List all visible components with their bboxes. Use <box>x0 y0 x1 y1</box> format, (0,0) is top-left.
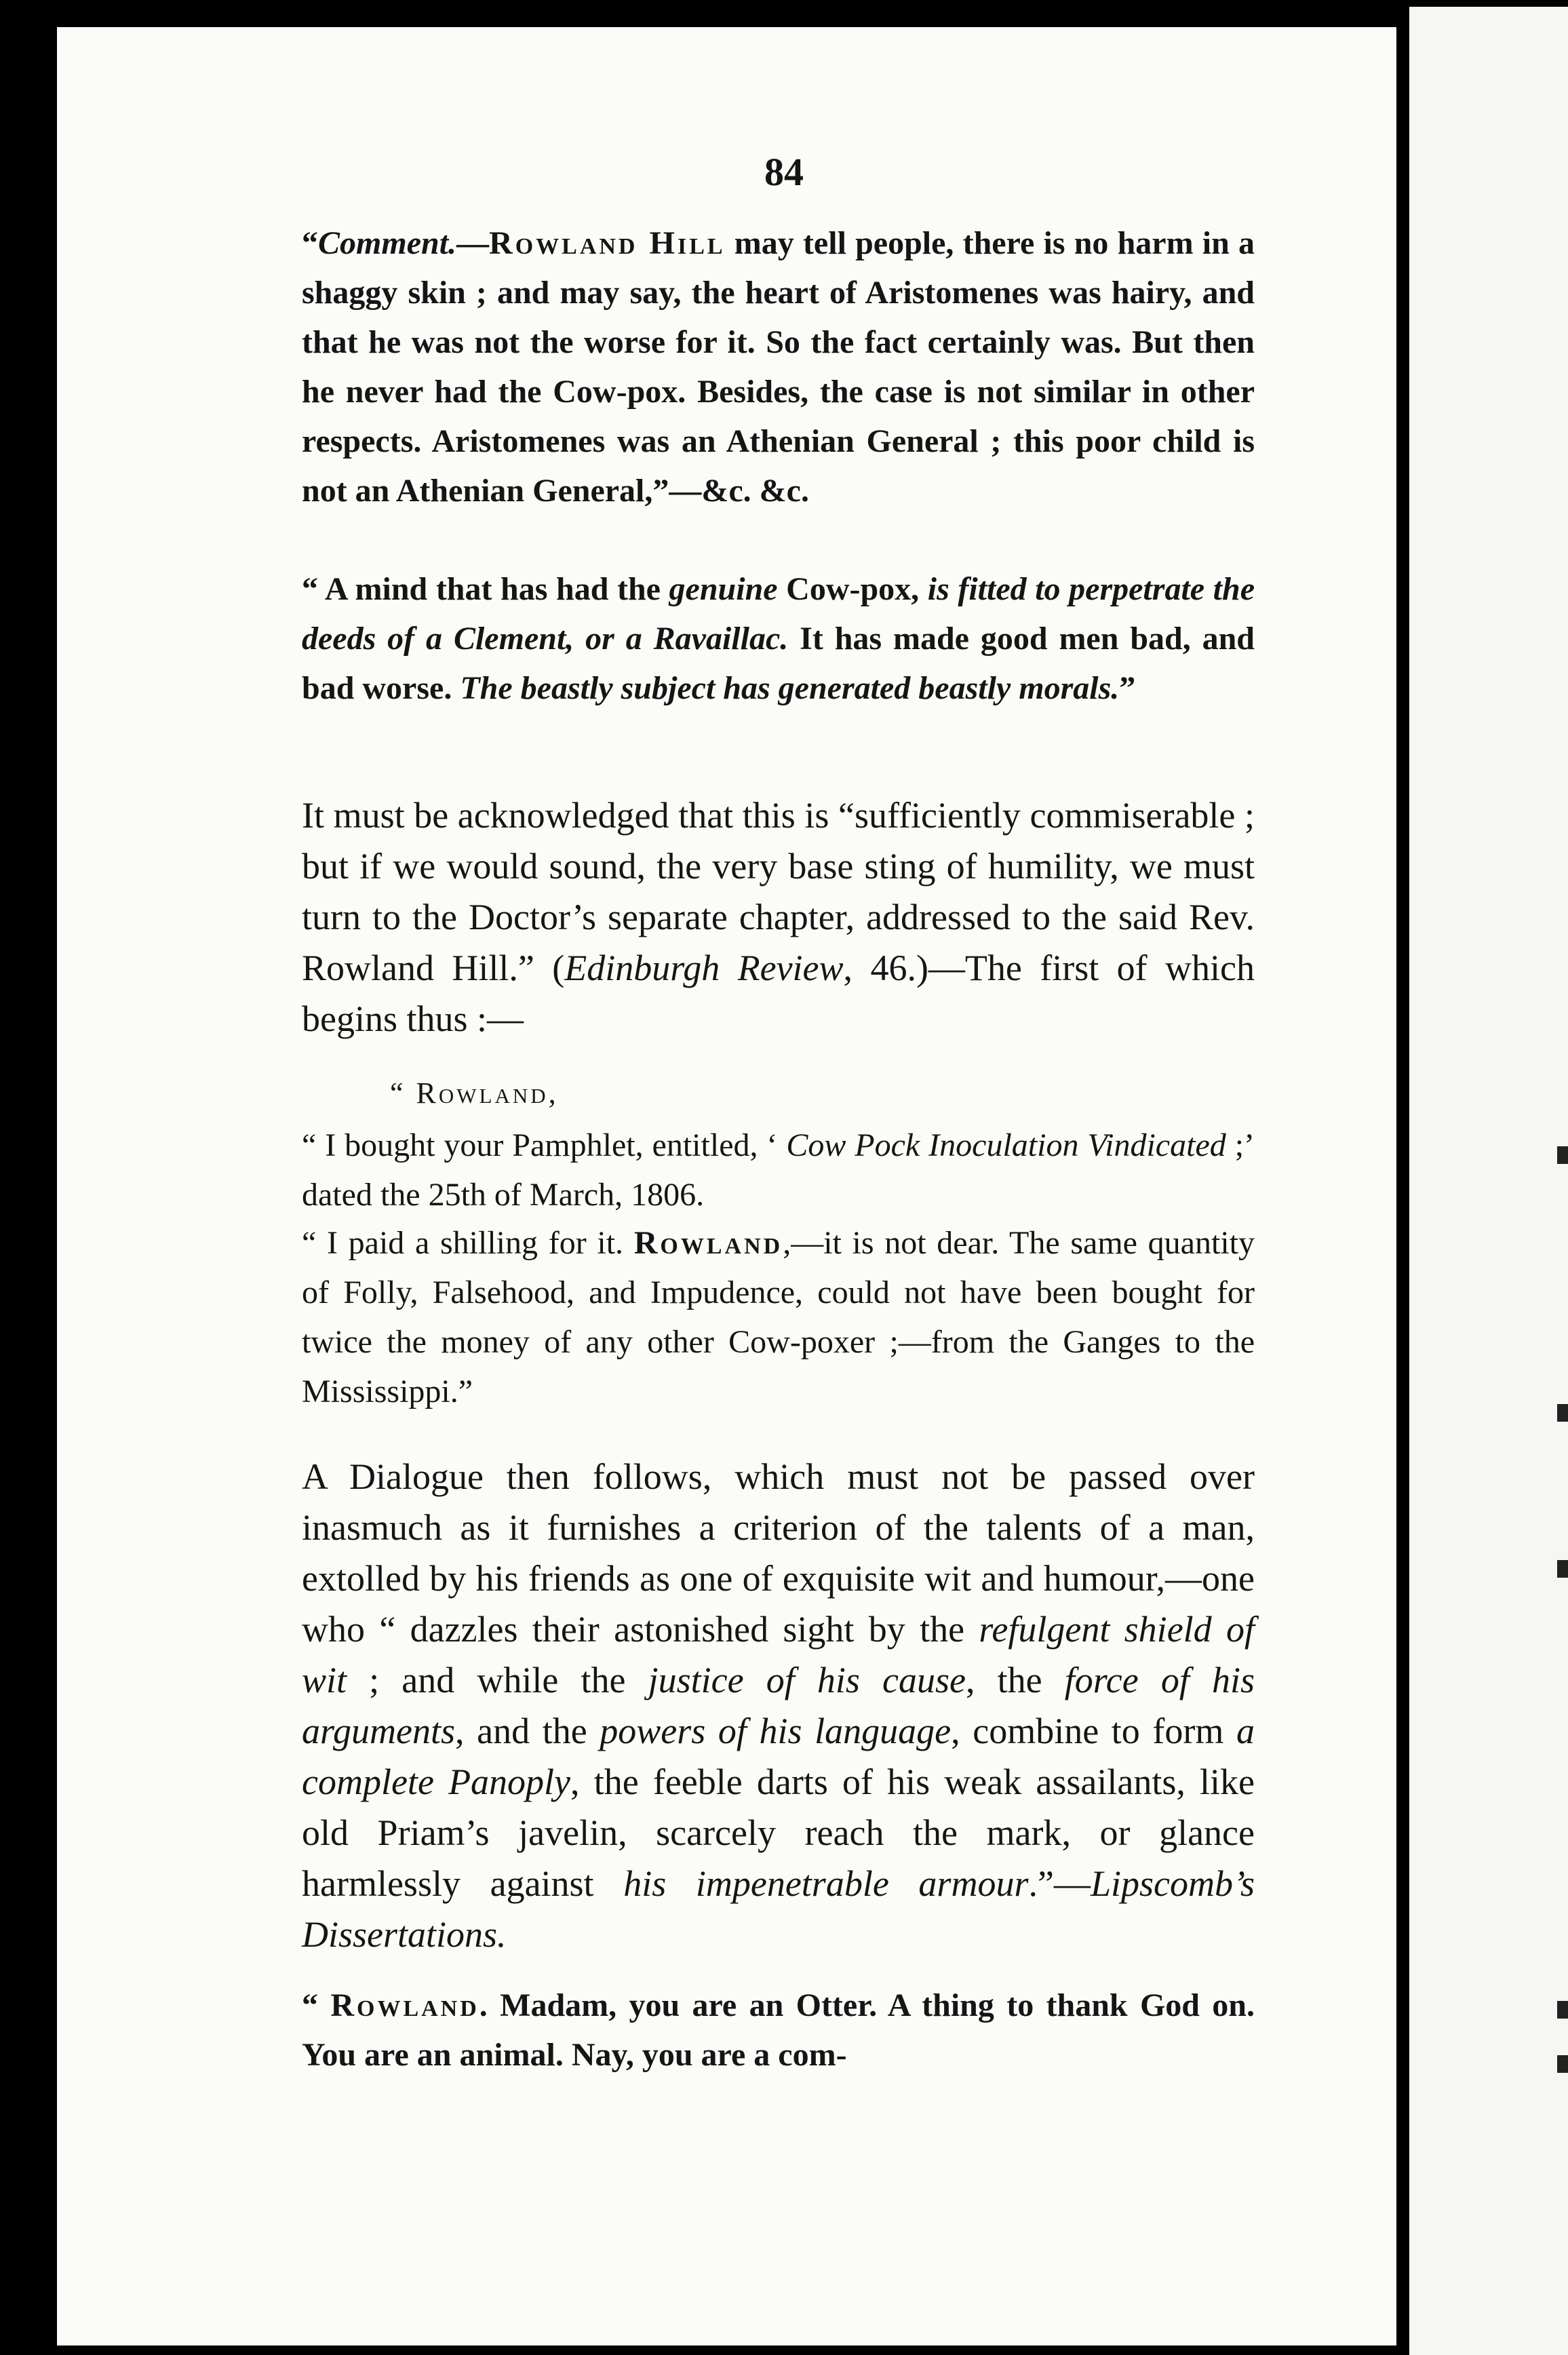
text-run: . Madam, you are an Otter. A thing to thank God on. You are an animal. Nay, you are a com- <box>302 1987 1255 2073</box>
text-run: The beastly subject has generated beastly morals. <box>460 670 1120 706</box>
acknowledged-paragraph <box>302 790 1255 1045</box>
text-run: a complete Panoply <box>302 1711 1255 1802</box>
shilling-quote-paragraph <box>302 1218 1255 1416</box>
salutation-rowland <box>390 1076 559 1110</box>
rowland-otter-quote-paragraph <box>302 1981 1255 2080</box>
text-run: , combine to form <box>951 1711 1236 1751</box>
adjacent-page-letter-mark <box>1557 1146 1568 1164</box>
text-run: “ I bought your Pamphlet, entitled, ‘ <box>302 1127 787 1163</box>
text-run: powers of his language <box>600 1711 952 1751</box>
text-run: , 46.)—The first of which begins thus :— <box>302 948 1255 1039</box>
text-run: may tell people, there is no harm in a shaggy skin ; and may say, the heart of Aristomenes was hairy, and that he was not the worse for it. So the fact certainly was. But then he never had the Cow-pox. Besides, the case is not similar in other respects. Aristomenes was an Athenian General ; this poor child is not an Athenian General,”—&c. &c. <box>302 225 1255 509</box>
text-run: Cow-pox, <box>777 571 928 607</box>
text-run: Rowland <box>633 1225 783 1261</box>
text-run: Comment. <box>318 225 457 261</box>
dialogue-paragraph <box>302 1452 1255 1960</box>
text-run: “ I paid a shilling for it. <box>302 1225 634 1261</box>
adjacent-page-letter-mark <box>1557 2055 1568 2073</box>
text-run: his impenetrable armour <box>623 1863 1029 1904</box>
text-run: is fitted to perpetrate the deeds of a Clement, or a Ravaillac. <box>302 571 1255 657</box>
text-run: refulgent shield of wit <box>302 1609 1255 1700</box>
adjacent-page-letter-mark <box>1557 2001 1568 2019</box>
page-number: 84 <box>764 150 804 194</box>
text-run: ,—it is not dear. The same quantity of Folly, Falsehood, and Impudence, could not have been bought for twice the money of any other Cow-poxer ;—from the Ganges to the Mississippi.” <box>302 1225 1255 1409</box>
text-run: “ <box>302 1987 331 2023</box>
text-run: Lipscomb’s Dissertations. <box>302 1863 1255 1955</box>
pamphlet-quote-paragraph <box>302 1121 1255 1220</box>
text-run: , the <box>965 1660 1065 1700</box>
text-run: genuine <box>669 571 778 607</box>
comment-quote-paragraph <box>302 218 1255 515</box>
text-run: A Dialogue then follows, which must not be passed over inasmuch as it furnishes a criterion of the talents of a man, extolled by his friends as one of exquisite wit and humour,—one who “ dazzles their astonished sight by the <box>302 1456 1255 1650</box>
text-run: “ A mind that has had the <box>302 571 669 607</box>
text-run: justice of his cause <box>648 1660 966 1700</box>
text-run: Cow Pock Inoculation Vindicated <box>786 1127 1226 1163</box>
text-run: — <box>456 225 490 261</box>
text-run: Rowland <box>330 1987 479 2023</box>
text-run: ” <box>1119 670 1136 706</box>
text-run: “ <box>302 225 318 261</box>
text-run: It must be acknowledged that this is “sufficiently commiserable ; but if we would sound, the very base sting of humility, we must turn to the Doctor’s separate chapter, addressed to the said Rev. Rowland Hill.” ( <box>302 795 1255 988</box>
adjacent-page-letter-mark <box>1557 1404 1568 1422</box>
text-run: ;’ dated the 25th of March, 1806. <box>302 1127 1255 1213</box>
text-run: Rowland Hill <box>489 225 726 261</box>
text-run: , and the <box>455 1711 600 1751</box>
text-run: force of his arguments <box>302 1660 1255 1751</box>
text-run: “ Rowland, <box>390 1076 559 1110</box>
text-run: , the feeble darts of his weak assailants, like old Priam’s javelin, scarcely reach the mark, or glance harmlessly against <box>302 1762 1255 1904</box>
text-run: It has made good men bad, and bad worse. <box>302 621 1255 706</box>
text-run: Edinburgh Review <box>564 948 844 988</box>
text-run: ; and while the <box>347 1660 648 1700</box>
adjacent-page-letter-mark <box>1557 1560 1568 1578</box>
cow-pox-mind-quote-paragraph <box>302 564 1255 713</box>
text-run: .”— <box>1028 1863 1091 1904</box>
adjacent-page-edge <box>1409 7 1568 2355</box>
